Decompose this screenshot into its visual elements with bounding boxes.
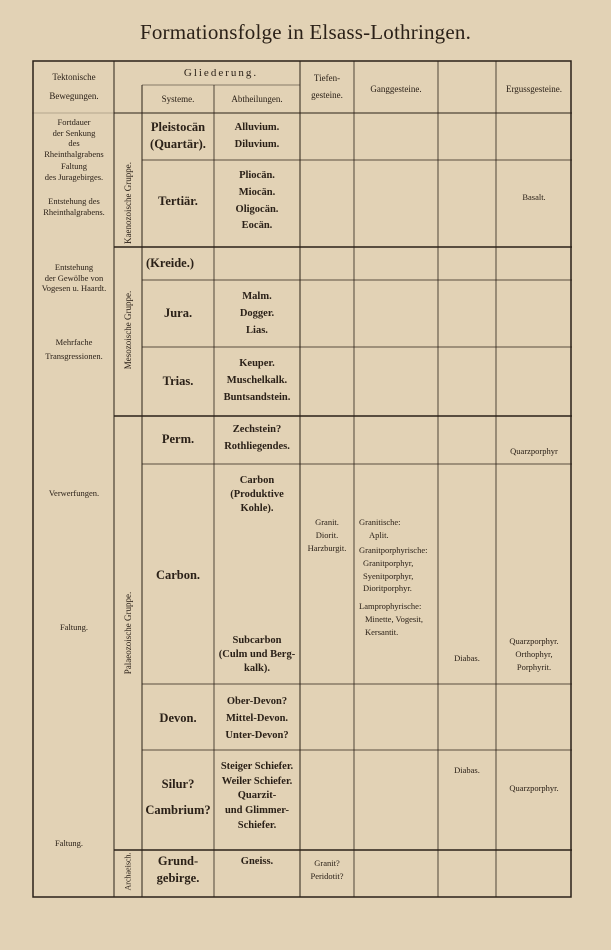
system-silur: Silur?: [161, 777, 195, 791]
tektonik-faltung-2: Faltung.: [54, 838, 84, 848]
ganggesteine-granitisch: Granitische: Aplit.: [359, 517, 401, 540]
diabas-carbon: Diabas.: [454, 653, 480, 663]
system-kreide: (Kreide.): [146, 256, 195, 270]
tektonik-verwerfungen: Verwerfungen.: [48, 488, 100, 498]
abtheilung-grund: Gneiss.: [240, 856, 274, 867]
ganggesteine-lamprophyrisch: Lamprophyrische: Minette, Vogesit, Kersantit.: [359, 601, 424, 637]
abtheilung-silur: Steiger Schiefer. Weiler Schiefer. Quarzit- und Glimmer- Schiefer.: [220, 761, 294, 831]
header-ganggesteine: Ganggesteine.: [370, 84, 422, 94]
gruppe-kaenozoisch: Kaenozoische Gruppe.: [123, 162, 133, 244]
abtheilung-perm: Zechstein? Rothliegendes.: [224, 424, 290, 452]
formation-table: [32, 60, 572, 898]
system-tertiaer: Tertiär.: [158, 194, 198, 208]
tektonik-gewoelbe: Entstehung der Gewölbe von Vogesen u. Haardt.: [41, 262, 107, 294]
abtheilung-tertiaer: Pliocän. Miocän. Oligocän. Eocän.: [235, 170, 279, 232]
header-gliederung: Gliederung.: [183, 67, 259, 79]
gruppe-palaeozoisch: Palaeozoische Gruppe.: [123, 591, 133, 675]
abtheilung-devon: Ober-Devon? Mittel-Devon. Unter-Devon?: [225, 696, 289, 741]
erguss-silur: Quarzporphyr.: [509, 783, 559, 793]
diabas-silur: Diabas.: [454, 765, 480, 775]
erguss-perm: Quarzporphyr: [510, 446, 558, 456]
header-ergussgesteine: Ergussgesteine.: [505, 84, 563, 94]
header-systeme: Systeme.: [161, 94, 195, 104]
page-title: Formationsfolge in Elsass-Lothringen.: [139, 20, 472, 44]
system-cambrium: Cambrium?: [145, 803, 211, 817]
abtheilung-trias: Keuper. Muschelkalk. Buntsandstein.: [223, 358, 291, 403]
erguss-basalt: Basalt.: [522, 192, 546, 202]
system-pleistocaen: Pleistocän (Quartär).: [150, 120, 206, 151]
tektonik-transgressionen: Mehrfache Transgressionen.: [45, 337, 103, 362]
tektonik-faltung-1: Faltung.: [59, 622, 89, 632]
ganggesteine-granitporphyrisch: Granitporphyrische: Granitporphyr, Syenitporphyr, Dioritporphyr.: [359, 545, 428, 594]
system-grundgebirge: Grund- gebirge.: [156, 854, 200, 885]
tiefengesteine-carbon: Granit. Diorit. Harzburgit.: [307, 517, 347, 554]
abtheilung-carbon-oben: Carbon (Produktive Kohle).: [230, 475, 284, 515]
gruppe-archaeisch: Archaeisch.: [123, 852, 133, 891]
system-jura: Jura.: [163, 306, 193, 320]
erguss-carbon: Quarzporphyr. Orthophyr, Porphyrit.: [509, 636, 559, 672]
header-abtheilungen: Abtheilungen.: [231, 94, 283, 104]
tektonik-senkung: Fortdauer der Senkung des Rheinthalgrabens: [44, 117, 104, 159]
system-trias: Trias.: [162, 374, 194, 388]
header-tiefengesteine: Tiefen- gesteine.: [311, 73, 343, 100]
system-devon: Devon.: [159, 711, 197, 725]
header-tektonik: Tektonische Bewegungen.: [49, 72, 99, 101]
system-carbon: Carbon.: [155, 568, 201, 582]
abtheilung-jura: Malm. Dogger. Lias.: [239, 291, 275, 336]
gruppe-mesozoisch: Mesozoische Gruppe.: [123, 290, 133, 370]
tiefengesteine-grund: Granit? Peridotit?: [310, 858, 344, 882]
abtheilung-carbon-unten: Subcarbon (Culm und Berg- kalk).: [218, 635, 296, 675]
tektonik-rheinthalgraben: Entstehung des Rheinthalgrabens.: [43, 196, 105, 217]
abtheilung-quartaer: Alluvium. Diluvium.: [234, 122, 280, 150]
tektonik-faltung-jura: Faltung des Juragebirges.: [44, 161, 104, 182]
system-perm: Perm.: [161, 432, 195, 446]
